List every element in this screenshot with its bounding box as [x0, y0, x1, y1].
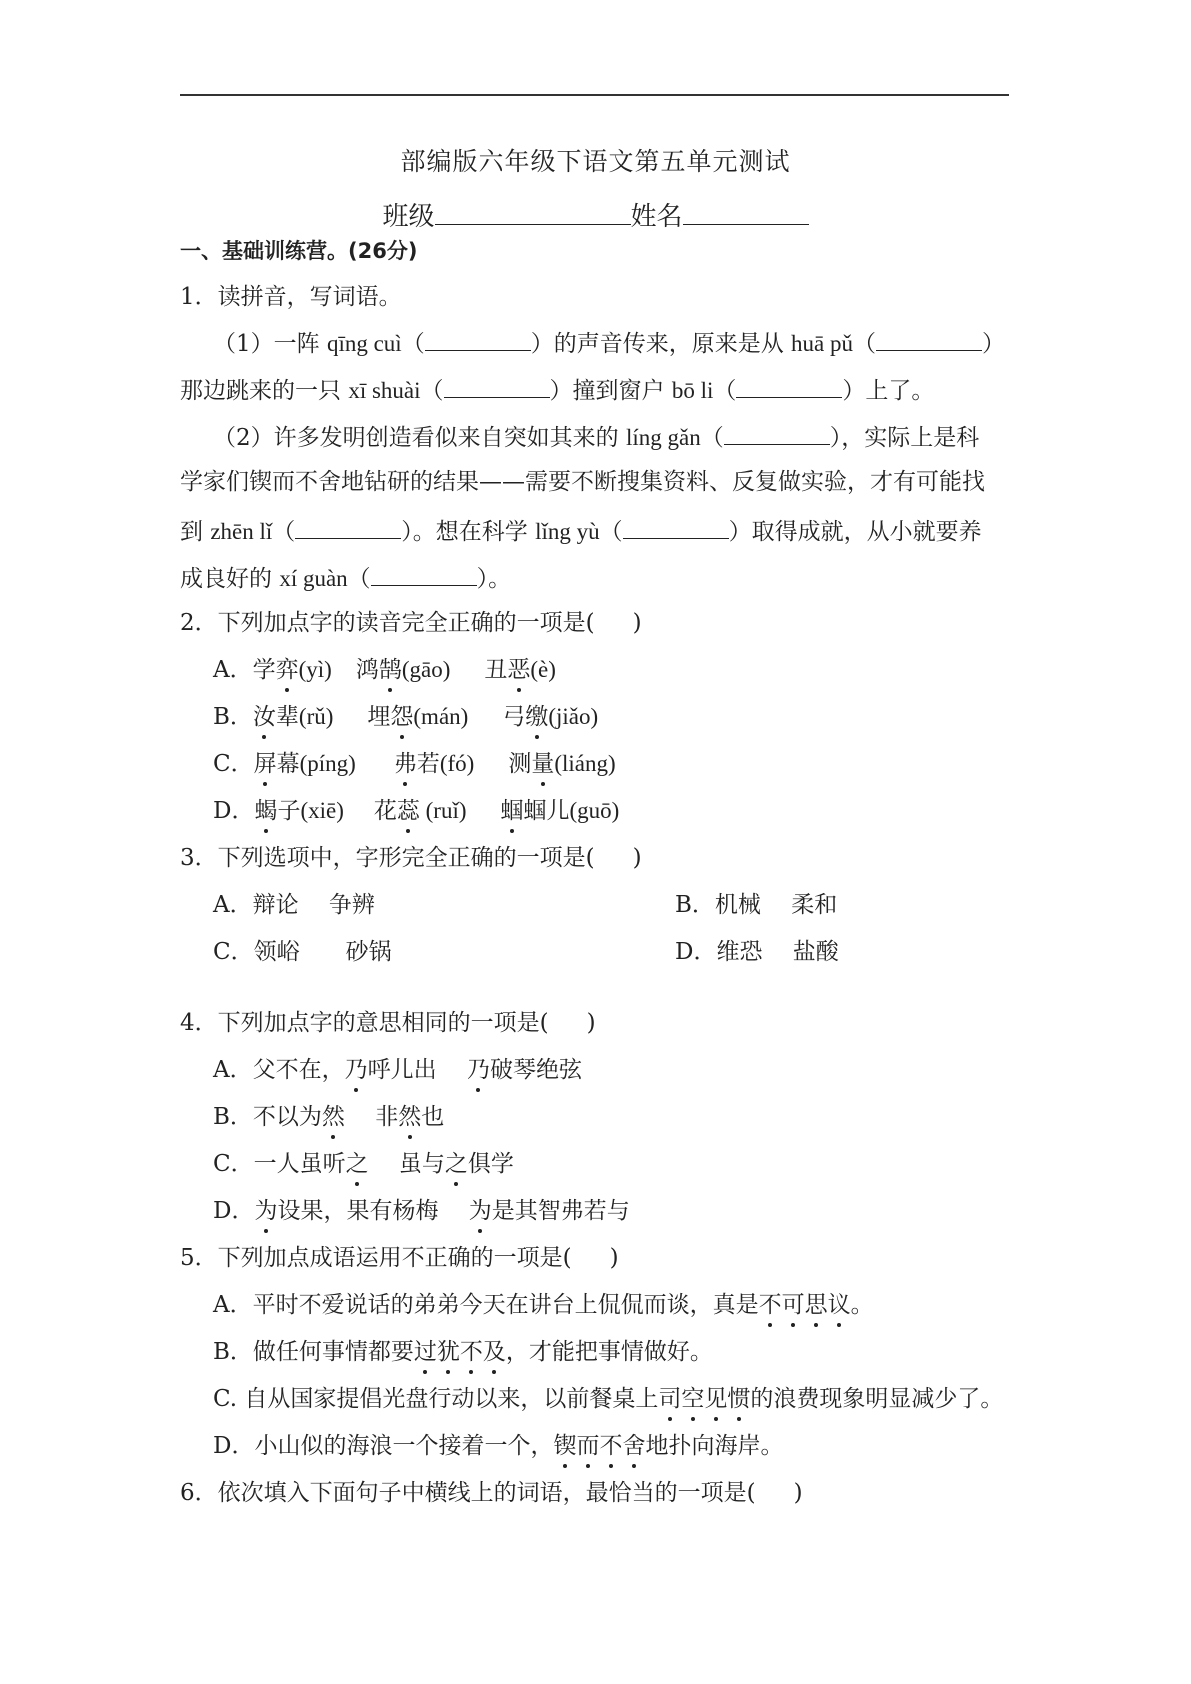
q5-option-d[interactable]: D．小山似的海浪一个接着一个，锲而不舍地扑向海岸。: [213, 1433, 784, 1459]
q4-option-a[interactable]: A．父不在，乃呼儿出 乃破琴绝弦: [213, 1057, 582, 1083]
answer-blank[interactable]: [425, 326, 531, 351]
class-name-line: [0, 196, 1191, 233]
q1-p2-line4: 成良好的 xí guàn（ ）。: [180, 561, 511, 594]
name-blank[interactable]: [683, 198, 809, 225]
q4-option-c[interactable]: C．一人虽听之 虽与之俱学: [213, 1151, 514, 1177]
page-title: 部编版六年级下语文第五单元测试: [400, 147, 791, 176]
q5-stem: 5．下列加点成语运用不正确的一项是( ): [180, 1245, 619, 1271]
q3-stem: 3．下列选项中，字形完全正确的一项是( ): [180, 845, 642, 871]
q1-p2-line3: 到 zhēn lǐ（ ）。想在科学 lǐng yù（ ）取得成就，从小就要养: [180, 514, 982, 547]
q5-option-c[interactable]: C. 自从国家提倡光盘行动以来，以前餐桌上司空见惯的浪费现象明显减少了。: [213, 1386, 1004, 1412]
answer-blank[interactable]: [295, 514, 401, 539]
q2-stem: 2．下列加点字的读音完全正确的一项是( ): [180, 610, 642, 636]
answer-blank[interactable]: [876, 326, 982, 351]
answer-blank[interactable]: [724, 420, 830, 445]
class-blank[interactable]: [435, 198, 631, 225]
q2-option-c[interactable]: C．屏幕(píng) 弗若(fó) 测量(liáng): [213, 751, 616, 777]
q1-p2-line2: 学家们锲而不舍地钻研的结果——需要不断搜集资料、反复做实验，才有可能找: [180, 469, 985, 495]
q1-p2-line1: （2）许多发明创造看似来自突如其来的 líng gǎn（ ），实际上是科: [213, 420, 979, 453]
q6-stem: 6．依次填入下面句子中横线上的词语，最恰当的一项是( ): [180, 1480, 803, 1506]
q3-option-b[interactable]: B．机械 柔和: [675, 892, 838, 918]
answer-blank[interactable]: [371, 561, 477, 586]
name-label: 姓名: [630, 202, 683, 232]
header-rule: [180, 94, 1009, 96]
q2-option-a[interactable]: A．学弈(yì) 鸿鹄(gāo) 丑恶(è): [213, 657, 556, 683]
q4-stem: 4．下列加点字的意思相同的一项是( ): [180, 1010, 596, 1036]
q1-p1-line2: 那边跳来的一只 xī shuài（ ）撞到窗户 bō li（ ）上了。: [180, 373, 934, 406]
q3-option-d[interactable]: D．维恐 盐酸: [675, 939, 839, 965]
q4-option-d[interactable]: D．为设果，果有杨梅 为是其智弗若与: [213, 1198, 630, 1224]
q1-stem: 1．读拼音，写词语。: [180, 284, 402, 310]
q4-option-b[interactable]: B．不以为然 非然也: [213, 1104, 445, 1130]
section-heading: 一、基础训练营。(26分): [180, 239, 418, 263]
q2-option-d[interactable]: D．蝎子(xiē) 花蕊 (ruǐ) 蝈蝈儿(guō): [213, 798, 620, 824]
answer-blank[interactable]: [623, 514, 729, 539]
q1-p1-line1: （1）一阵 qīng cuì（ ）的声音传来，原来是从 huā pǔ（ ）: [213, 326, 1005, 359]
q3-option-a[interactable]: A．辩论 争辨: [213, 892, 375, 918]
q3-option-c[interactable]: C．领峪 砂锅: [213, 939, 392, 965]
q2-option-b[interactable]: B．汝辈(rǔ) 埋怨(mán) 弓缴(jiǎo): [213, 704, 599, 730]
q5-option-a[interactable]: A．平时不爱说话的弟弟今天在讲台上侃侃而谈，真是不可思议。: [213, 1292, 874, 1318]
answer-blank[interactable]: [444, 373, 550, 398]
class-label: 班级: [382, 202, 435, 232]
answer-blank[interactable]: [736, 373, 842, 398]
q5-option-b[interactable]: B．做任何事情都要过犹不及，才能把事情做好。: [213, 1339, 713, 1365]
